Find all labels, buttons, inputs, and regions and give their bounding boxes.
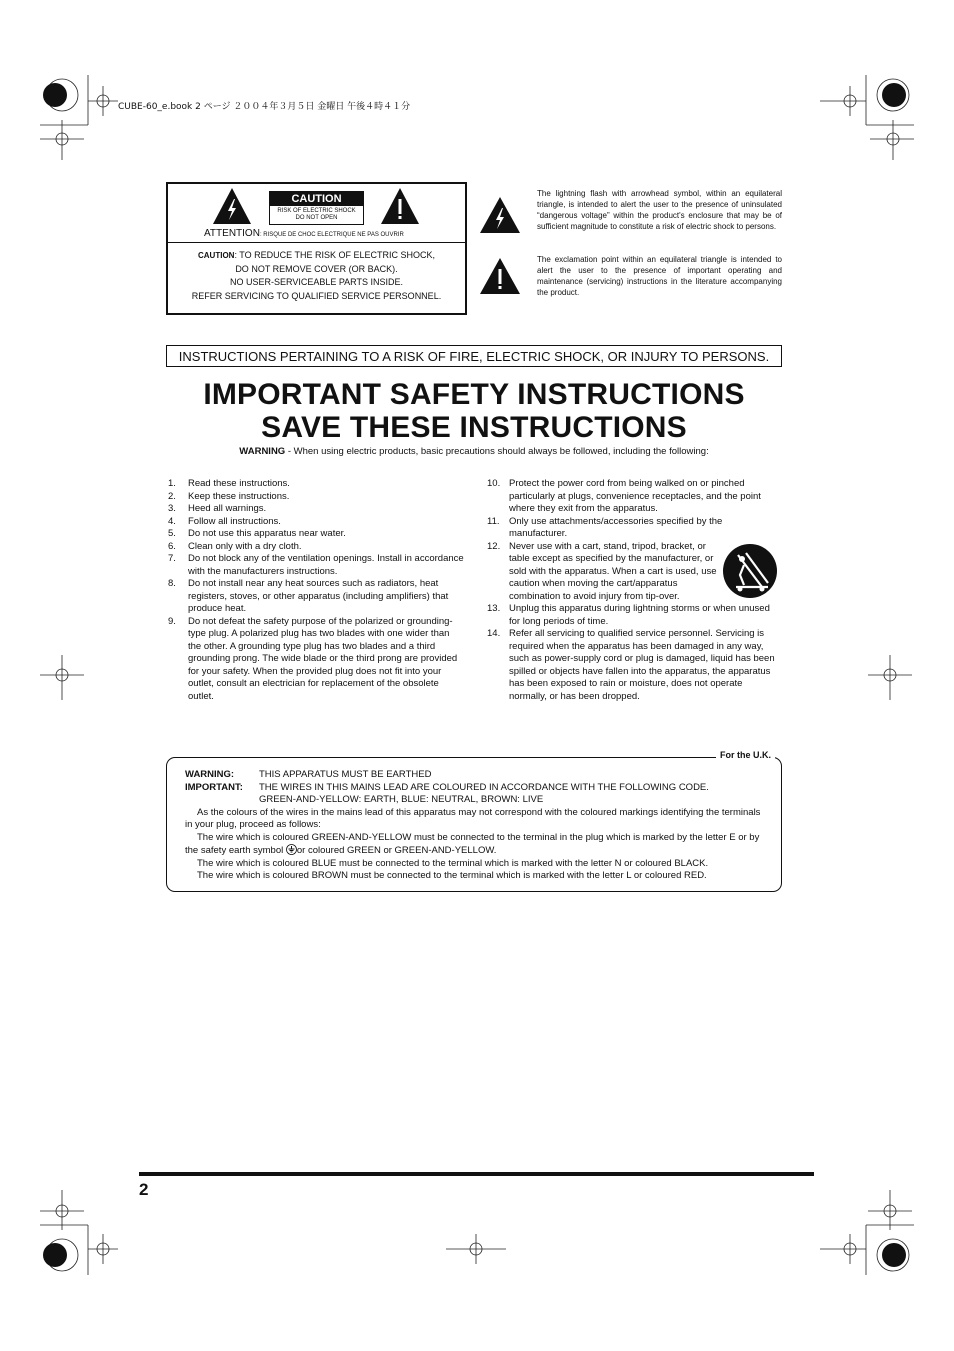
list-item-text: Do not defeat the safety purpose of the polarized or grounding-type plug. A polarized plug has two blades with one wider than the other. A grounding type plug has two blades and a third grounding prong. The wide blade or the third prong are provided for your safety. When the provided plug does not fit into your outlet, consult an electrician for replacement of the obsolete outlet. [188,615,458,702]
list-item [168,491,464,504]
caution-body-line-2: DO NOT REMOVE COVER (OR BACK). [235,263,398,274]
list-item-text: Do not use this apparatus near water. [188,528,346,539]
list-item [489,628,779,703]
list-item-text: Refer all servicing to qualified service personnel. Servicing is required when the apparatus has been damaged in any way, such as power-supply cord or plug is damaged, liquid has been spilled or objects have fallen into the apparatus, the apparatus has been exposed to rain or moisture, does not operate normally, or has been dropped. [509,628,775,702]
warning-text: - When using electric products, basic precautions should always be followed, including the following: [285,446,709,457]
risk-line-2: DO NOT OPEN [295,215,338,221]
list-item [168,616,464,704]
title-line-1: IMPORTANT SAFETY INSTRUCTIONS [203,378,745,411]
attention-line [204,228,404,239]
list-item-number: 3. [168,503,176,514]
uk-para-4: The wire which is coloured BROWN must be connected to the terminal which is marked with the letter L or coloured RED. [197,870,707,881]
uk-warning-text: THIS APPARATUS MUST BE EARTHED [259,769,432,780]
list-item-text: Keep these instructions. [188,490,290,502]
list-item [489,516,779,541]
list-item-text: Do not block any of the ventilation openings. Install in accordance with the manufacturers instructions. [188,553,464,577]
list-item-number: 14. [487,628,501,639]
caution-risk-text [270,206,363,222]
uk-box [166,750,782,892]
caution-body-line-4: REFER SERVICING TO QUALIFIED SERVICE PERSONNEL. [191,290,442,301]
cart-tipover-icon [722,543,778,599]
uk-text [185,769,765,883]
caution-body [168,249,465,303]
list-item [168,516,464,529]
uk-warning-row [185,769,765,782]
title-line-2: SAVE THESE INSTRUCTIONS [261,411,687,444]
list-item-number: 13. [487,603,501,614]
risk-line-1: RISK OF ELECTRIC SHOCK [277,208,356,214]
uk-warning-label: WARNING: [185,769,235,780]
lightning-warning-icon [212,187,252,225]
lightning-triangle-icon [479,196,521,234]
exclamation-warning-icon [380,187,420,225]
uk-important-text-1: THE WIRES IN THIS MAINS LEAD ARE COLOURED IN ACCORDANCE WITH THE FOLLOWING CODE. [259,781,709,793]
list-item [489,603,779,628]
list-item-number: 8. [168,578,176,589]
uk-para-2 [185,832,765,858]
lightning-symbol-text: The lightning flash with arrowhead symbol, within an equilateral triangle, is intended to alert the user to the presence of uninsulated “dangerous voltage” within the product's enclosure that may be of sufficient magnitude to constitute a risk of electric shock to persons. [537,189,782,231]
caution-label [269,191,364,225]
list-item [489,478,779,516]
caution-box [166,182,467,315]
list-item-number: 6. [168,540,176,552]
page-number: 2 [139,1180,149,1199]
earth-symbol-icon [286,844,297,855]
warning-line [0,446,948,457]
page-title [0,378,948,444]
exclamation-symbol-text: The exclamation point within an equilateral triangle is intended to alert the user to the presence of important operating and maintenance (servicing) instructions in the literature accompanying the product. [537,255,782,297]
list-item-text: Clean only with a dry cloth. [188,540,302,552]
list-item [168,578,464,616]
uk-para-2a: The wire which is coloured GREEN-AND-YELLOW must be connected to the terminal in the plug which is marked by the letter E or by the safety earth symbol [185,831,760,856]
list-item-number: 2. [168,490,176,502]
list-item [168,528,464,541]
footer-rule [139,1172,814,1176]
caution-box-top [168,184,465,243]
instructions-banner: INSTRUCTIONS PERTAINING TO A RISK OF FIRE, ELECTRIC SHOCK, OR INJURY TO PERSONS. [166,345,782,367]
list-item-number: 9. [168,615,176,627]
list-item-text: Never use with a cart, stand, tripod, bracket, or table except as specified by the manufacturer, or sold with the apparatus. When a cart is used, use caution when moving the cart/apparatus combination to avoid injury from tip-over. [509,540,717,602]
caution-body-label: CAUTION [198,251,235,260]
list-item [168,541,464,554]
list-item-number: 4. [168,515,176,527]
uk-important-row [185,782,765,807]
uk-title: For the U.K. [716,750,775,760]
attention-label: ATTENTION [204,228,260,239]
safety-list-left [168,478,464,703]
list-item-number: 5. [168,528,176,539]
uk-para-2b: or coloured GREEN or GREEN-AND-YELLOW. [296,845,497,856]
list-item-text: Heed all warnings. [188,503,267,514]
list-item-text: Follow all instructions. [188,515,281,527]
list-item-text: Protect the power cord from being walked on or pinched particularly at plugs, convenience receptacles, and the point where they exit from the apparatus. [509,478,761,514]
list-item-number: 11. [487,515,500,527]
list-item [168,553,464,578]
caution-body-line-1: : TO REDUCE THE RISK OF ELECTRIC SHOCK, [234,250,435,260]
attention-text: : RISQUE DE CHOC ELECTRIQUE NE PAS OUVRIR [259,232,404,238]
uk-para-3: The wire which is coloured BLUE must be connected to the terminal which is marked with the letter N or coloured BLACK. [197,857,709,869]
uk-para-1: As the colours of the wires in the mains lead of this apparatus may not correspond with the coloured markings identifying the terminals in your plug, proceed as follows: [185,806,761,830]
list-item [168,503,464,516]
list-item [168,478,464,491]
list-item-number: 7. [168,553,176,564]
list-item-text: Do not install near any heat sources such as radiators, heat registers, stoves, or other apparatus (including amplifiers) that produce heat. [188,578,449,614]
uk-important-label: IMPORTANT: [185,781,243,793]
list-item-text: Only use attachments/accessories specified by the manufacturer. [509,515,723,539]
warning-label: WARNING [239,446,286,457]
file-header: CUBE-60_e.book 2 ページ ２００４年３月５日 金曜日 午後４時４１分 [118,102,411,112]
list-item-number: 1. [168,478,176,489]
caution-title: CAUTION [270,192,363,206]
caution-body-line-3: NO USER-SERVICEABLE PARTS INSIDE. [229,277,404,287]
list-item-text: Unplug this apparatus during lightning storms or when unused for long periods of time. [509,603,770,627]
exclamation-triangle-icon [479,257,521,295]
list-item-number: 12. [487,540,501,552]
uk-important-text-2: GREEN-AND-YELLOW: EARTH, BLUE: NEUTRAL, BROWN: LIVE [259,794,544,805]
list-item-text: Read these instructions. [188,478,290,489]
list-item-number: 10. [487,478,501,489]
